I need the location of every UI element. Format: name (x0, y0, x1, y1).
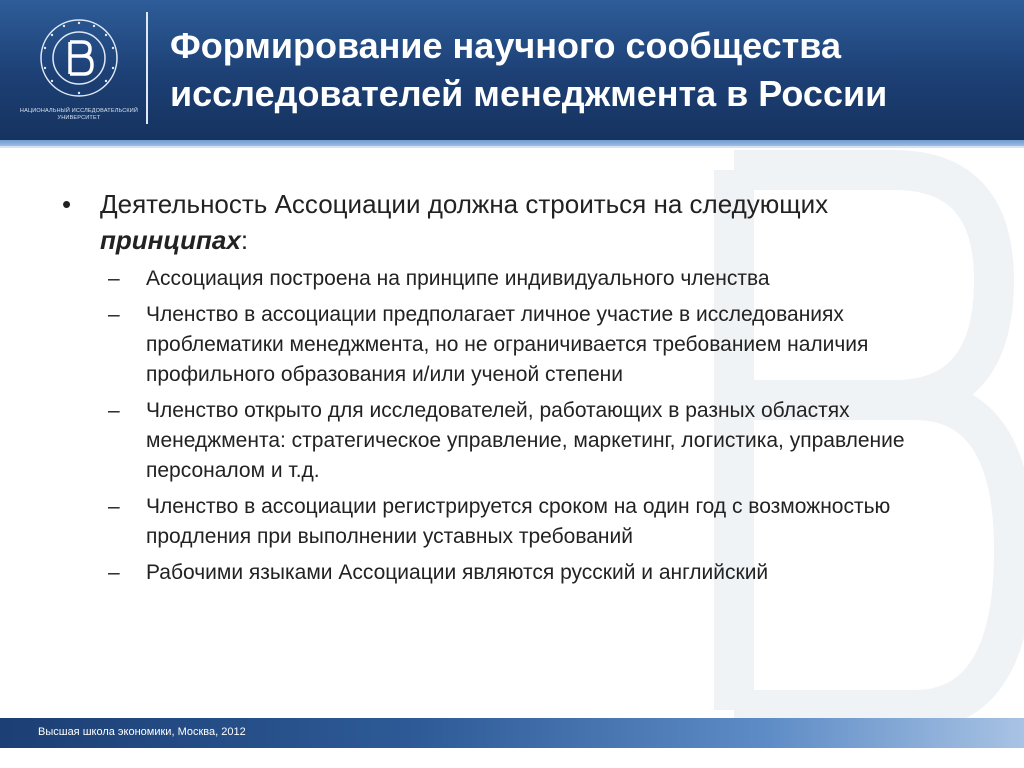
bullet-marker: • (62, 189, 72, 219)
sub-item-5 (62, 558, 982, 588)
dash-marker: – (108, 267, 120, 290)
logo-caption: НАЦИОНАЛЬНЫЙ ИССЛЕДОВАТЕЛЬСКИЙ УНИВЕРСИТЕТ (19, 108, 139, 121)
dash-marker: – (108, 399, 120, 422)
sub-item-4 (62, 492, 982, 552)
header-accent-line (0, 146, 1024, 148)
sub-item-2 (62, 300, 982, 390)
slide-title (170, 22, 1010, 118)
main-bullet-emphasis: принципах (100, 225, 241, 255)
sub-item-text: Рабочими языками Ассоциации являются русский и английский (146, 561, 769, 584)
sub-item-text: Членство в ассоциации регистрируется сроком на один год с возможностью продления при выполнении уставных требований (146, 495, 891, 548)
sub-item-text: Членство в ассоциации предполагает личное участие в исследованиях проблематики менеджмента, но не ограничивается требованием наличия профильного образования и/или ученой степени (146, 303, 869, 386)
sub-item-text: Членство открыто для исследователей, работающих в разных областях менеджмента: стратегическое управление, маркетинг, логистика, управление персоналом и т.д. (146, 399, 905, 482)
title-line-1: Формирование научного сообщества (170, 25, 841, 66)
slide-content (62, 186, 982, 588)
main-bullet-suffix: : (240, 225, 249, 255)
sub-item-text: Ассоциация построена на принципе индивидуального членства (146, 267, 770, 290)
footer-text: Высшая школа экономики, Москва, 2012 (38, 726, 246, 738)
title-line-2: исследователей менеджмента в России (170, 73, 888, 114)
main-bullet (62, 186, 982, 258)
main-bullet-text: Деятельность Ассоциации должна строиться на следующих (100, 189, 829, 219)
dash-marker: – (108, 495, 120, 518)
dash-marker: – (108, 561, 120, 584)
hse-logo (14, 10, 144, 130)
header-divider (146, 12, 148, 124)
dash-marker: – (108, 303, 120, 326)
sub-item-3 (62, 396, 982, 486)
sub-item-1 (62, 264, 982, 294)
hse-logo-icon (14, 10, 144, 106)
footer-margin (0, 748, 1024, 768)
